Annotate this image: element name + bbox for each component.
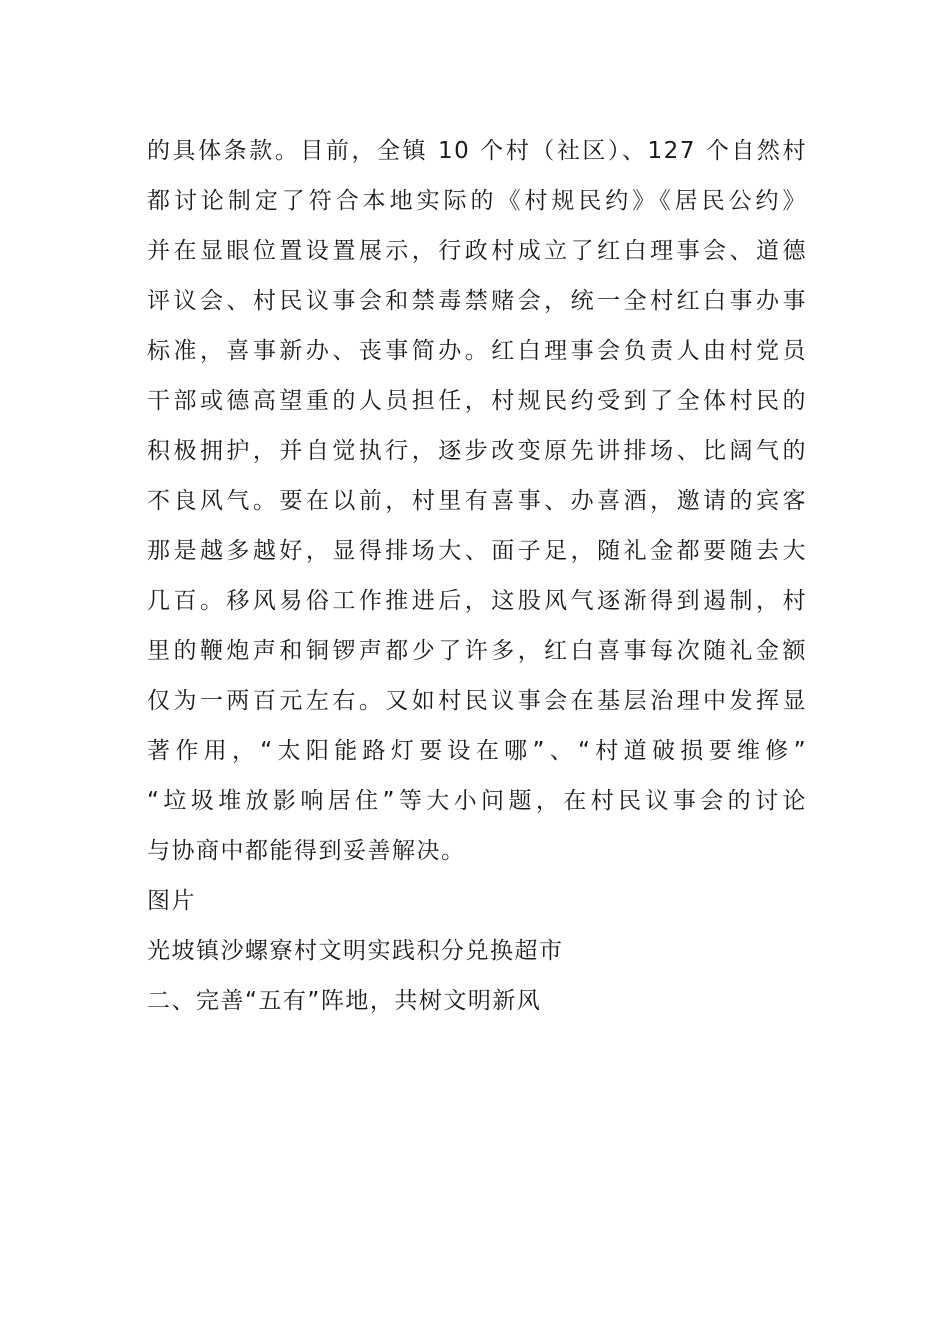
paragraph-line: 都讨论制定了符合本地实际的《村规民约》《居民公约》	[147, 188, 807, 214]
paragraph-line: 几百。移风易俗工作推进后，这股风气逐渐得到遏制，村	[147, 588, 807, 614]
image-caption: 光坡镇沙螺寮村文明实践积分兑换超市	[147, 938, 564, 964]
image-placeholder-label: 图片	[147, 888, 196, 914]
paragraph-line: 干部或德高望重的人员担任，村规民约受到了全体村民的	[147, 388, 807, 414]
paragraph-line: 著作用，“太阳能路灯要设在哪”、“村道破损要维修”	[147, 738, 807, 764]
paragraph-line: “垃圾堆放影响居住”等大小问题，在村民议事会的讨论	[147, 788, 807, 814]
paragraph-line: 评议会、村民议事会和禁毒禁赌会，统一全村红白事办事	[147, 288, 807, 314]
paragraph-last-line: 与协商中都能得到妥善解决。	[147, 838, 466, 864]
paragraph-line: 并在显眼位置设置展示，行政村成立了红白理事会、道德	[147, 238, 807, 264]
section-heading: 二、完善“五有”阵地，共树文明新风	[147, 988, 542, 1014]
paragraph-line: 积极拥护，并自觉执行，逐步改变原先讲排场、比阔气的	[147, 438, 807, 464]
document-body	[147, 130, 807, 1030]
paragraph-line: 那是越多越好，显得排场大、面子足，随礼金都要随去大	[147, 538, 807, 564]
paragraph-line: 的具体条款。目前，全镇 10 个村（社区）、127 个自然村	[147, 138, 807, 164]
paragraph-line: 里的鞭炮声和铜锣声都少了许多，红白喜事每次随礼金额	[147, 638, 807, 664]
paragraph-line: 不良风气。要在以前，村里有喜事、办喜酒，邀请的宾客	[147, 488, 807, 514]
paragraph-line: 仅为一两百元左右。又如村民议事会在基层治理中发挥显	[147, 688, 807, 714]
paragraph-line: 标准，喜事新办、丧事简办。红白理事会负责人由村党员	[147, 338, 807, 364]
